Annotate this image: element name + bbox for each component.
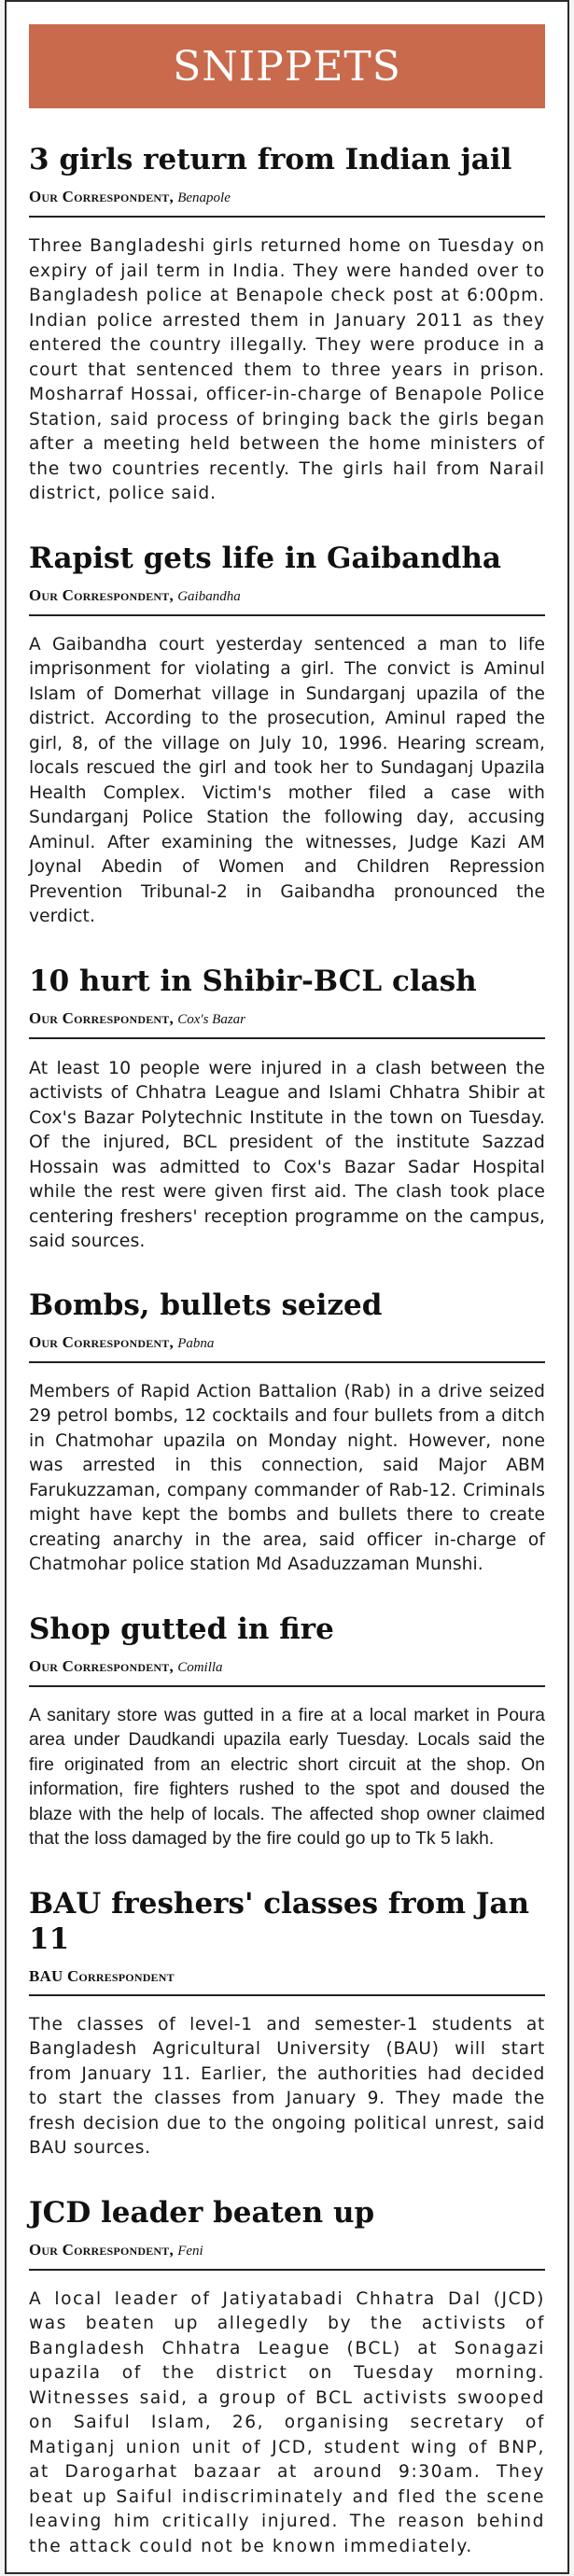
byline-author: Our Correspondent,	[29, 188, 174, 205]
byline-divider	[29, 1685, 545, 1687]
story-body: Members of Rapid Action Battalion (Rab) in a drive seized 29 petrol bombs, 12 cocktails and four bullets from a ditch in Chatmohar upazila on Monday night. However, none was arrested in this connection, said Major ABM Farukuzzaman, company commander of Rab-12. Criminals might have kept the bombs and bullets there to create creating anarchy in the area, said officer in-charge of Chatmohar police station Md Asaduzzaman Munshi.	[29, 1380, 545, 1578]
story-byline	[29, 1966, 545, 1987]
section-title: SNIPPETS	[173, 43, 401, 91]
story	[29, 108, 545, 524]
section-masthead	[29, 24, 545, 108]
byline-author: BAU Correspondent	[29, 1967, 175, 1985]
story	[29, 947, 545, 1271]
story-byline	[29, 1008, 545, 1030]
story-byline	[29, 2240, 545, 2261]
story-body: A Gaibandha court yesterday sentenced a man to life imprisonment for violating a girl. The convict is Aminul Islam of Domerhat village in Sundarganj upazila of the district. According to the prosecution, Aminul raped the girl, 8, of the village on July 10, 1996. Hearing scream, locals rescued the girl and took her to Sundaganj Upazila Health Complex. Victim's mother filed a case with Sundarganj Police Station the following day, accusing Aminul. After examining the witnesses, Judge Kazi AM Joynal Abedin of Women and Children Repression Prevention Tribunal-2 in Gaibandha pronounced the verdict.	[29, 633, 545, 930]
byline-divider	[29, 1361, 545, 1363]
byline-divider	[29, 2269, 545, 2271]
byline-author: Our Correspondent,	[29, 1009, 174, 1027]
byline-divider	[29, 614, 545, 616]
byline-author: Our Correspondent,	[29, 586, 174, 604]
story-list	[7, 108, 567, 2576]
byline-place: Comilla	[177, 1660, 222, 1675]
story-byline	[29, 1332, 545, 1354]
story-headline: JCD leader beaten up	[29, 2195, 545, 2231]
story-headline: Bombs, bullets seized	[29, 1288, 545, 1323]
byline-author: Our Correspondent,	[29, 1333, 174, 1351]
byline-author: Our Correspondent,	[29, 1657, 174, 1675]
byline-divider	[29, 1037, 545, 1039]
byline-place: Feni	[177, 2244, 203, 2259]
story-headline: 10 hurt in Shibir-BCL clash	[29, 964, 545, 999]
byline-place: Pabna	[177, 1336, 214, 1351]
story-headline: 3 girls return from Indian jail	[29, 142, 545, 177]
story-body: At least 10 people were injured in a clash between the activists of Chhatra League and Islami Chhatra Shibir at Cox's Bazar Polytechnic Institute in the town on Tuesday. Of the injured, BCL president of the institute Sazzad Hossain was admitted to Cox's Bazar Sadar Hospital while the rest were given first aid. The clash took place centering freshers' reception programme on the campus, said sources.	[29, 1056, 545, 1254]
byline-author: Our Correspondent,	[29, 2241, 174, 2259]
byline-divider	[29, 1994, 545, 1996]
story-body: The classes of level-1 and semester-1 students at Bangladesh Agricultural University (BAU) will start from January 11. Earlier, the authorities had decided to start the classes from January 9. They made the fresh decision due to the ongoing political unrest, said BAU sources.	[29, 2013, 545, 2161]
story-byline	[29, 585, 545, 607]
story-headline: Shop gutted in fire	[29, 1612, 545, 1647]
byline-place: Gaibandha	[177, 589, 241, 604]
story	[29, 524, 545, 947]
story	[29, 1869, 545, 2178]
story-headline: BAU freshers' classes from Jan 11	[29, 1886, 545, 1957]
story-headline: Rapist gets life in Gaibandha	[29, 541, 545, 576]
story-body: A sanitary store was gutted in a fire at a local market in Poura area under Daudkandi upazila early Tuesday. Locals said the fire originated from an electric short circuit at the shop. On information, fire fighters rushed to the spot and doused the blaze with the help of locals. The affected shop owner claimed that the loss damaged by the fire could go up to Tk 5 lakh.	[29, 1704, 545, 1852]
newspaper-page	[5, 0, 569, 2574]
byline-place: Benapole	[177, 190, 231, 205]
story-byline	[29, 1656, 545, 1678]
story-byline	[29, 187, 545, 208]
story	[29, 1271, 545, 1595]
byline-place: Cox's Bazar	[177, 1012, 245, 1027]
story	[29, 1595, 545, 1869]
story-body: A local leader of Jatiyatabadi Chhatra Dal (JCD) was beaten up allegedly by the activists of Bangladesh Chhatra League (BCL) at Sonagazi upazila of the district on Tuesday morning. Witnesses said, a group of BCL activists swooped on Saiful Islam, 26, organising secretary of Matiganj union unit of JCD, student wing of BNP, at Darogarhat bazaar at around 9:30am. They beat up Saiful indiscriminately and fled the scene leaving him critically injured. The reason behind the attack could not be known immediately.	[29, 2287, 545, 2560]
byline-divider	[29, 216, 545, 218]
story	[29, 2178, 545, 2576]
story-body: Three Bangladeshi girls returned home on Tuesday on expiry of jail term in India. They were handed over to Bangladesh police at Benapole check post at 6:00pm. Indian police arrested them in January 2011 as they entered the country illegally. They were produce in a court that sentenced them to three years in prison. Mosharraf Hossai, officer-in-charge of Benapole Police Station, said process of bringing back the girls began after a meeting held between the home ministers of the two countries recently. The girls hail from Narail district, police said.	[29, 234, 545, 507]
